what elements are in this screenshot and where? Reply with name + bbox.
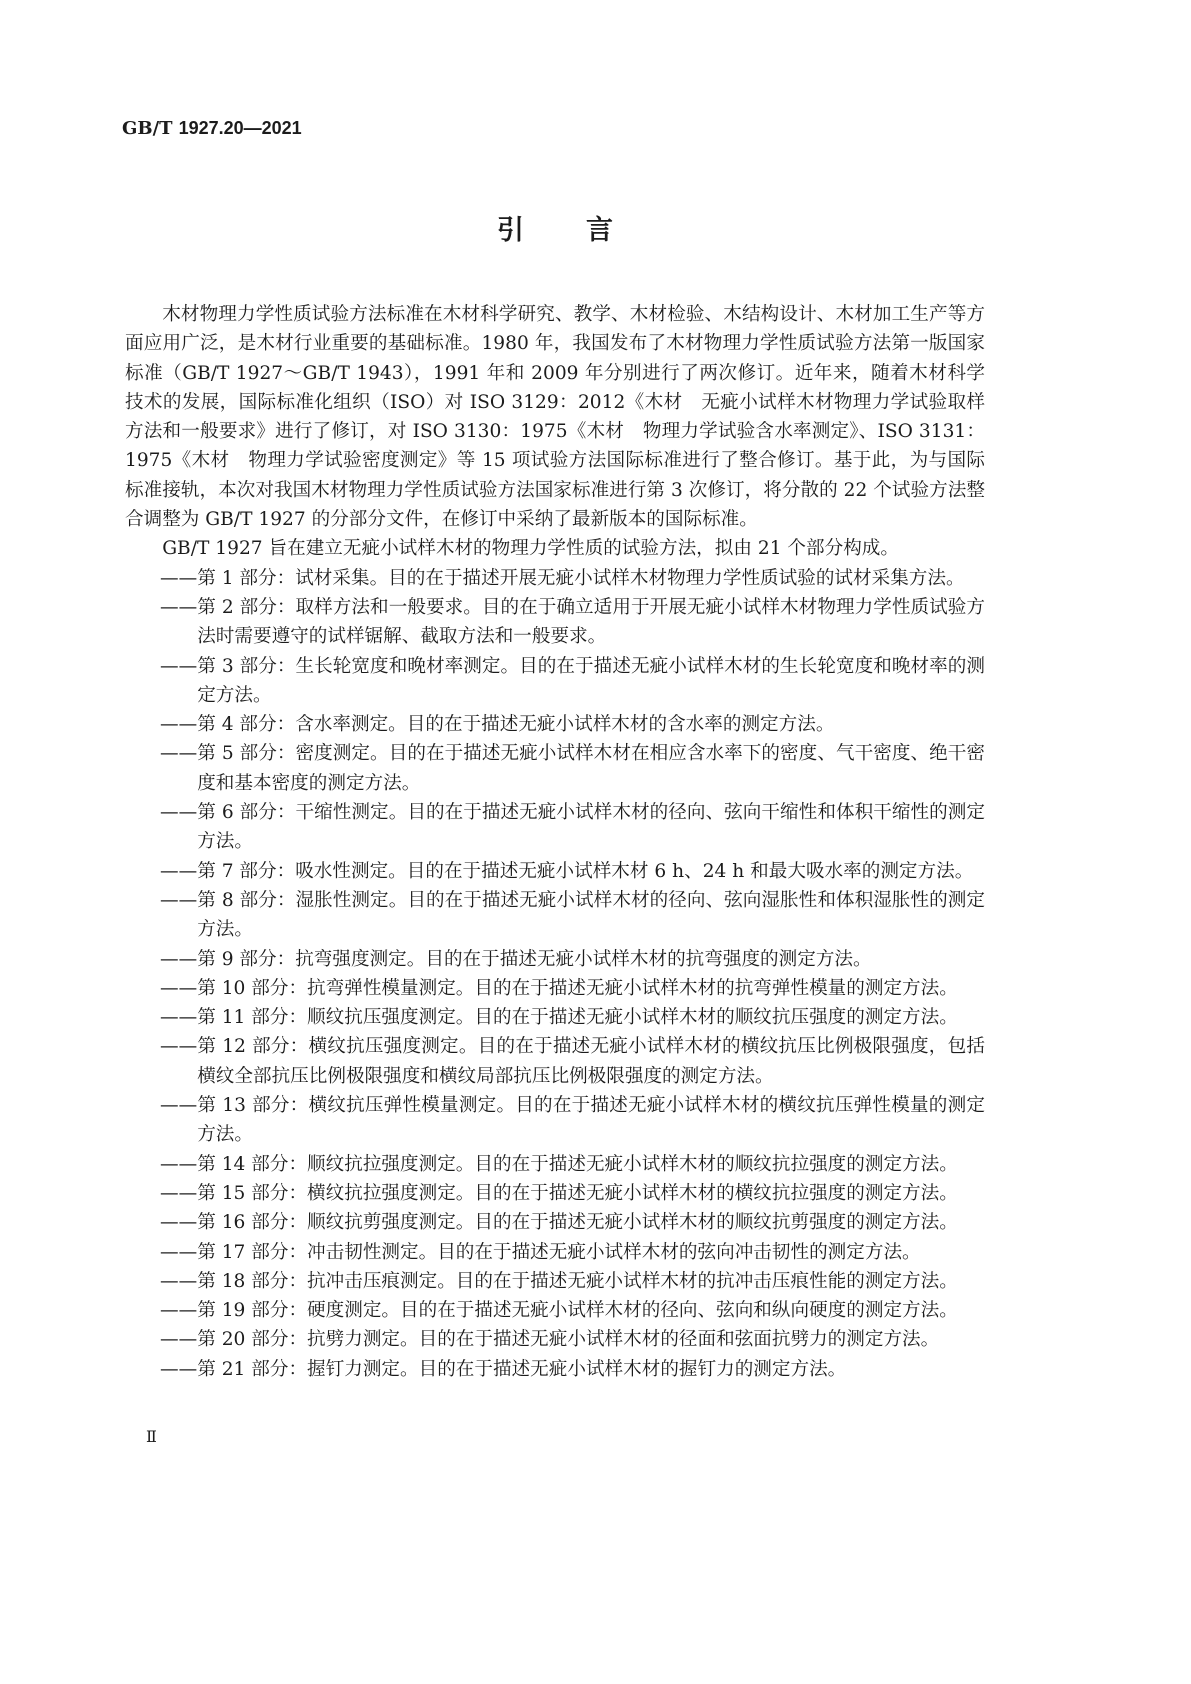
standard-number: 1927.20—2021 xyxy=(178,118,302,138)
part-item-3: ——第 3 部分：生长轮宽度和晚材率测定。目的在于描述无疵小试样木材的生长轮宽度和晚材率的测定方法。 xyxy=(160,655,985,706)
part-item-11: ——第 11 部分：顺纹抗压强度测定。目的在于描述无疵小试样木材的顺纹抗压强度的测定方法。 xyxy=(160,1007,958,1029)
part-item-7: ——第 7 部分：吸水性测定。目的在于描述无疵小试样木材 6 h、24 h 和最大吸水率的测定方法。 xyxy=(160,860,974,882)
intro-paragraph: 木材物理力学性质试验方法标准在木材科学研究、教学、木材检验、木结构设计、木材加工生产等方面应用广泛，是木材行业重要的基础标准。1980 年，我国发布了木材物理力学性质试验方法第一版国家标准（GB/T 1927～GB/T 1943），1991 年和 2009 年分别进行了两次修订。近年来，随着木材科学技术的发展，国际标准化组织（ISO）对 ISO 3129：2012《木材 无疵小试样木材物理力学试验取样方法和一般要求》进行了修订，对 ISO 3130：1975《木材 物理力学试验含水率测定》、ISO 3131：1975《木材 物理力学试验密度测定》等 15 项试验方法国际标准进行了整合修订。基于此，为与国际标准接轨，本次对我国木材物理力学性质试验方法国家标准进行第 3 次修订，将分散的 22 个试验方法整合调整为 GB/T 1927 的分部分文件，在修订中采纳了最新版本的国际标准。 xyxy=(125,304,985,531)
structure-paragraph: GB/T 1927 旨在建立无疵小试样木材的物理力学性质的试验方法，拟由 21 个部分构成。 xyxy=(162,538,899,560)
part-item-10: ——第 10 部分：抗弯弹性模量测定。目的在于描述无疵小试样木材的抗弯弹性模量的测定方法。 xyxy=(160,977,958,999)
part-item-17: ——第 17 部分：冲击韧性测定。目的在于描述无疵小试样木材的弦向冲击韧性的测定方法。 xyxy=(160,1241,921,1263)
part-item-14: ——第 14 部分：顺纹抗拉强度测定。目的在于描述无疵小试样木材的顺纹抗拉强度的测定方法。 xyxy=(160,1153,958,1175)
standard-number-header xyxy=(122,116,302,141)
part-item-6: ——第 6 部分：干缩性测定。目的在于描述无疵小试样木材的径向、弦向干缩性和体积干缩性的测定方法。 xyxy=(160,802,985,853)
part-item-9: ——第 9 部分：抗弯强度测定。目的在于描述无疵小试样木材的抗弯强度的测定方法。 xyxy=(160,948,872,970)
section-body xyxy=(125,300,985,1384)
part-item-18: ——第 18 部分：抗冲击压痕测定。目的在于描述无疵小试样木材的抗冲击压痕性能的测定方法。 xyxy=(160,1270,958,1292)
part-item-12: ——第 12 部分：横纹抗压强度测定。目的在于描述无疵小试样木材的横纹抗压比例极限强度，包括横纹全部抗压比例极限强度和横纹局部抗压比例极限强度的测定方法。 xyxy=(160,1036,985,1087)
section-title: 引 言 xyxy=(496,215,631,246)
parts-list xyxy=(125,564,985,1384)
part-item-15: ——第 15 部分：横纹抗拉强度测定。目的在于描述无疵小试样木材的横纹抗拉强度的测定方法。 xyxy=(160,1182,958,1204)
part-item-21: ——第 21 部分：握钉力测定。目的在于描述无疵小试样木材的握钉力的测定方法。 xyxy=(160,1358,847,1380)
part-item-8: ——第 8 部分：湿胀性测定。目的在于描述无疵小试样木材的径向、弦向湿胀性和体积湿胀性的测定方法。 xyxy=(160,889,985,941)
part-item-5: ——第 5 部分：密度测定。目的在于描述无疵小试样木材在相应含水率下的密度、气干密度、绝干密度和基本密度的测定方法。 xyxy=(160,743,985,794)
part-item-19: ——第 19 部分：硬度测定。目的在于描述无疵小试样木材的径向、弦向和纵向硬度的测定方法。 xyxy=(160,1300,958,1322)
part-item-20: ——第 20 部分：抗劈力测定。目的在于描述无疵小试样木材的径面和弦面抗劈力的测定方法。 xyxy=(160,1329,940,1351)
part-item-2: ——第 2 部分：取样方法和一般要求。目的在于确立适用于开展无疵小试样木材物理力学性质试验方法时需要遵守的试样锯解、截取方法和一般要求。 xyxy=(160,596,985,648)
part-item-13: ——第 13 部分：横纹抗压弹性模量测定。目的在于描述无疵小试样木材的横纹抗压弹性模量的测定方法。 xyxy=(160,1095,985,1146)
part-item-16: ——第 16 部分：顺纹抗剪强度测定。目的在于描述无疵小试样木材的顺纹抗剪强度的测定方法。 xyxy=(160,1212,958,1234)
part-item-1: ——第 1 部分：试材采集。目的在于描述开展无疵小试样木材物理力学性质试验的试材采集方法。 xyxy=(160,567,965,589)
standard-prefix: GB/T xyxy=(122,118,173,139)
page-number: Ⅱ xyxy=(146,1427,157,1446)
part-item-4: ——第 4 部分：含水率测定。目的在于描述无疵小试样木材的含水率的测定方法。 xyxy=(160,714,835,736)
